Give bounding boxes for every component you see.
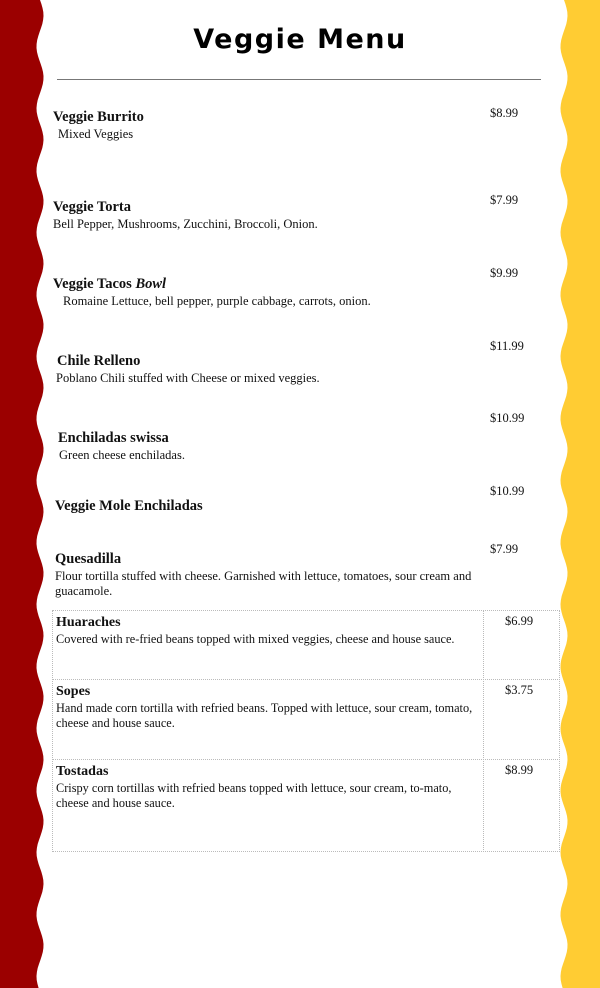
menu-item-quesadilla bbox=[53, 551, 493, 599]
item-price: $9.99 bbox=[490, 266, 519, 280]
item-description: Green cheese enchiladas. bbox=[59, 448, 185, 462]
item-name: Huaraches bbox=[56, 615, 121, 630]
item-name-variant: Bowl bbox=[135, 276, 167, 292]
item-name bbox=[53, 276, 493, 293]
table-row bbox=[52, 610, 484, 680]
item-name: Veggie Burrito bbox=[53, 109, 144, 125]
item-description: Romaine Lettuce, bell pepper, purple cabbage, carrots, onion. bbox=[63, 294, 371, 308]
item-price: $7.99 bbox=[490, 193, 519, 207]
item-name: Veggie Torta bbox=[53, 199, 132, 215]
menu-title: Veggie Menu bbox=[193, 24, 407, 55]
menu-item-chile-relleno bbox=[53, 353, 493, 386]
menu-item-veggie-burrito bbox=[53, 109, 493, 142]
menu-table bbox=[52, 610, 560, 852]
item-name: Enchiladas swissa bbox=[58, 430, 169, 446]
item-name: Tostadas bbox=[56, 764, 109, 779]
menu-item-veggie-mole-enchiladas bbox=[53, 498, 493, 515]
item-price: $3.75 bbox=[505, 683, 534, 697]
item-name: Veggie Mole Enchiladas bbox=[55, 498, 203, 514]
item-name: Quesadilla bbox=[55, 551, 122, 567]
item-description: Covered with re-fried beans topped with mixed veggies, cheese and house sauce. bbox=[56, 632, 455, 646]
menu-item-veggie-tacos-bowl bbox=[53, 276, 493, 309]
left-decorative-band bbox=[0, 0, 46, 988]
item-price: $8.99 bbox=[505, 763, 534, 777]
right-decorative-band bbox=[556, 0, 600, 988]
item-description: Poblano Chili stuffed with Cheese or mixed veggies. bbox=[56, 371, 320, 385]
item-description: Flour tortilla stuffed with cheese. Garnished with lettuce, tomatoes, sour cream and guacamole. bbox=[55, 569, 472, 598]
table-price-cell bbox=[483, 610, 560, 680]
table-price-cell bbox=[483, 679, 560, 760]
item-price: $7.99 bbox=[490, 542, 519, 556]
item-description: Bell Pepper, Mushrooms, Zucchini, Broccoli, Onion. bbox=[53, 217, 318, 231]
item-price: $10.99 bbox=[490, 484, 525, 498]
table-row bbox=[52, 679, 484, 760]
menu-item-veggie-torta bbox=[53, 199, 493, 232]
title-divider bbox=[57, 79, 541, 80]
item-name-main: Veggie Tacos bbox=[53, 276, 132, 292]
menu-item-enchiladas-swissa bbox=[53, 430, 493, 463]
item-price: $10.99 bbox=[490, 411, 525, 425]
item-price: $8.99 bbox=[490, 106, 519, 120]
item-description: Crispy corn tortillas with refried beans topped with lettuce, sour cream, to-mato, cheese and house sauce. bbox=[56, 781, 452, 810]
item-description: Mixed Veggies bbox=[58, 127, 134, 141]
item-price: $6.99 bbox=[505, 614, 534, 628]
item-name: Chile Relleno bbox=[57, 353, 141, 369]
item-description: Hand made corn tortilla with refried beans. Topped with lettuce, sour cream, tomato, cheese and house sauce. bbox=[56, 701, 473, 730]
table-price-cell bbox=[483, 759, 560, 852]
item-price: $11.99 bbox=[490, 339, 524, 353]
table-row bbox=[52, 759, 484, 852]
item-name: Sopes bbox=[56, 684, 91, 699]
